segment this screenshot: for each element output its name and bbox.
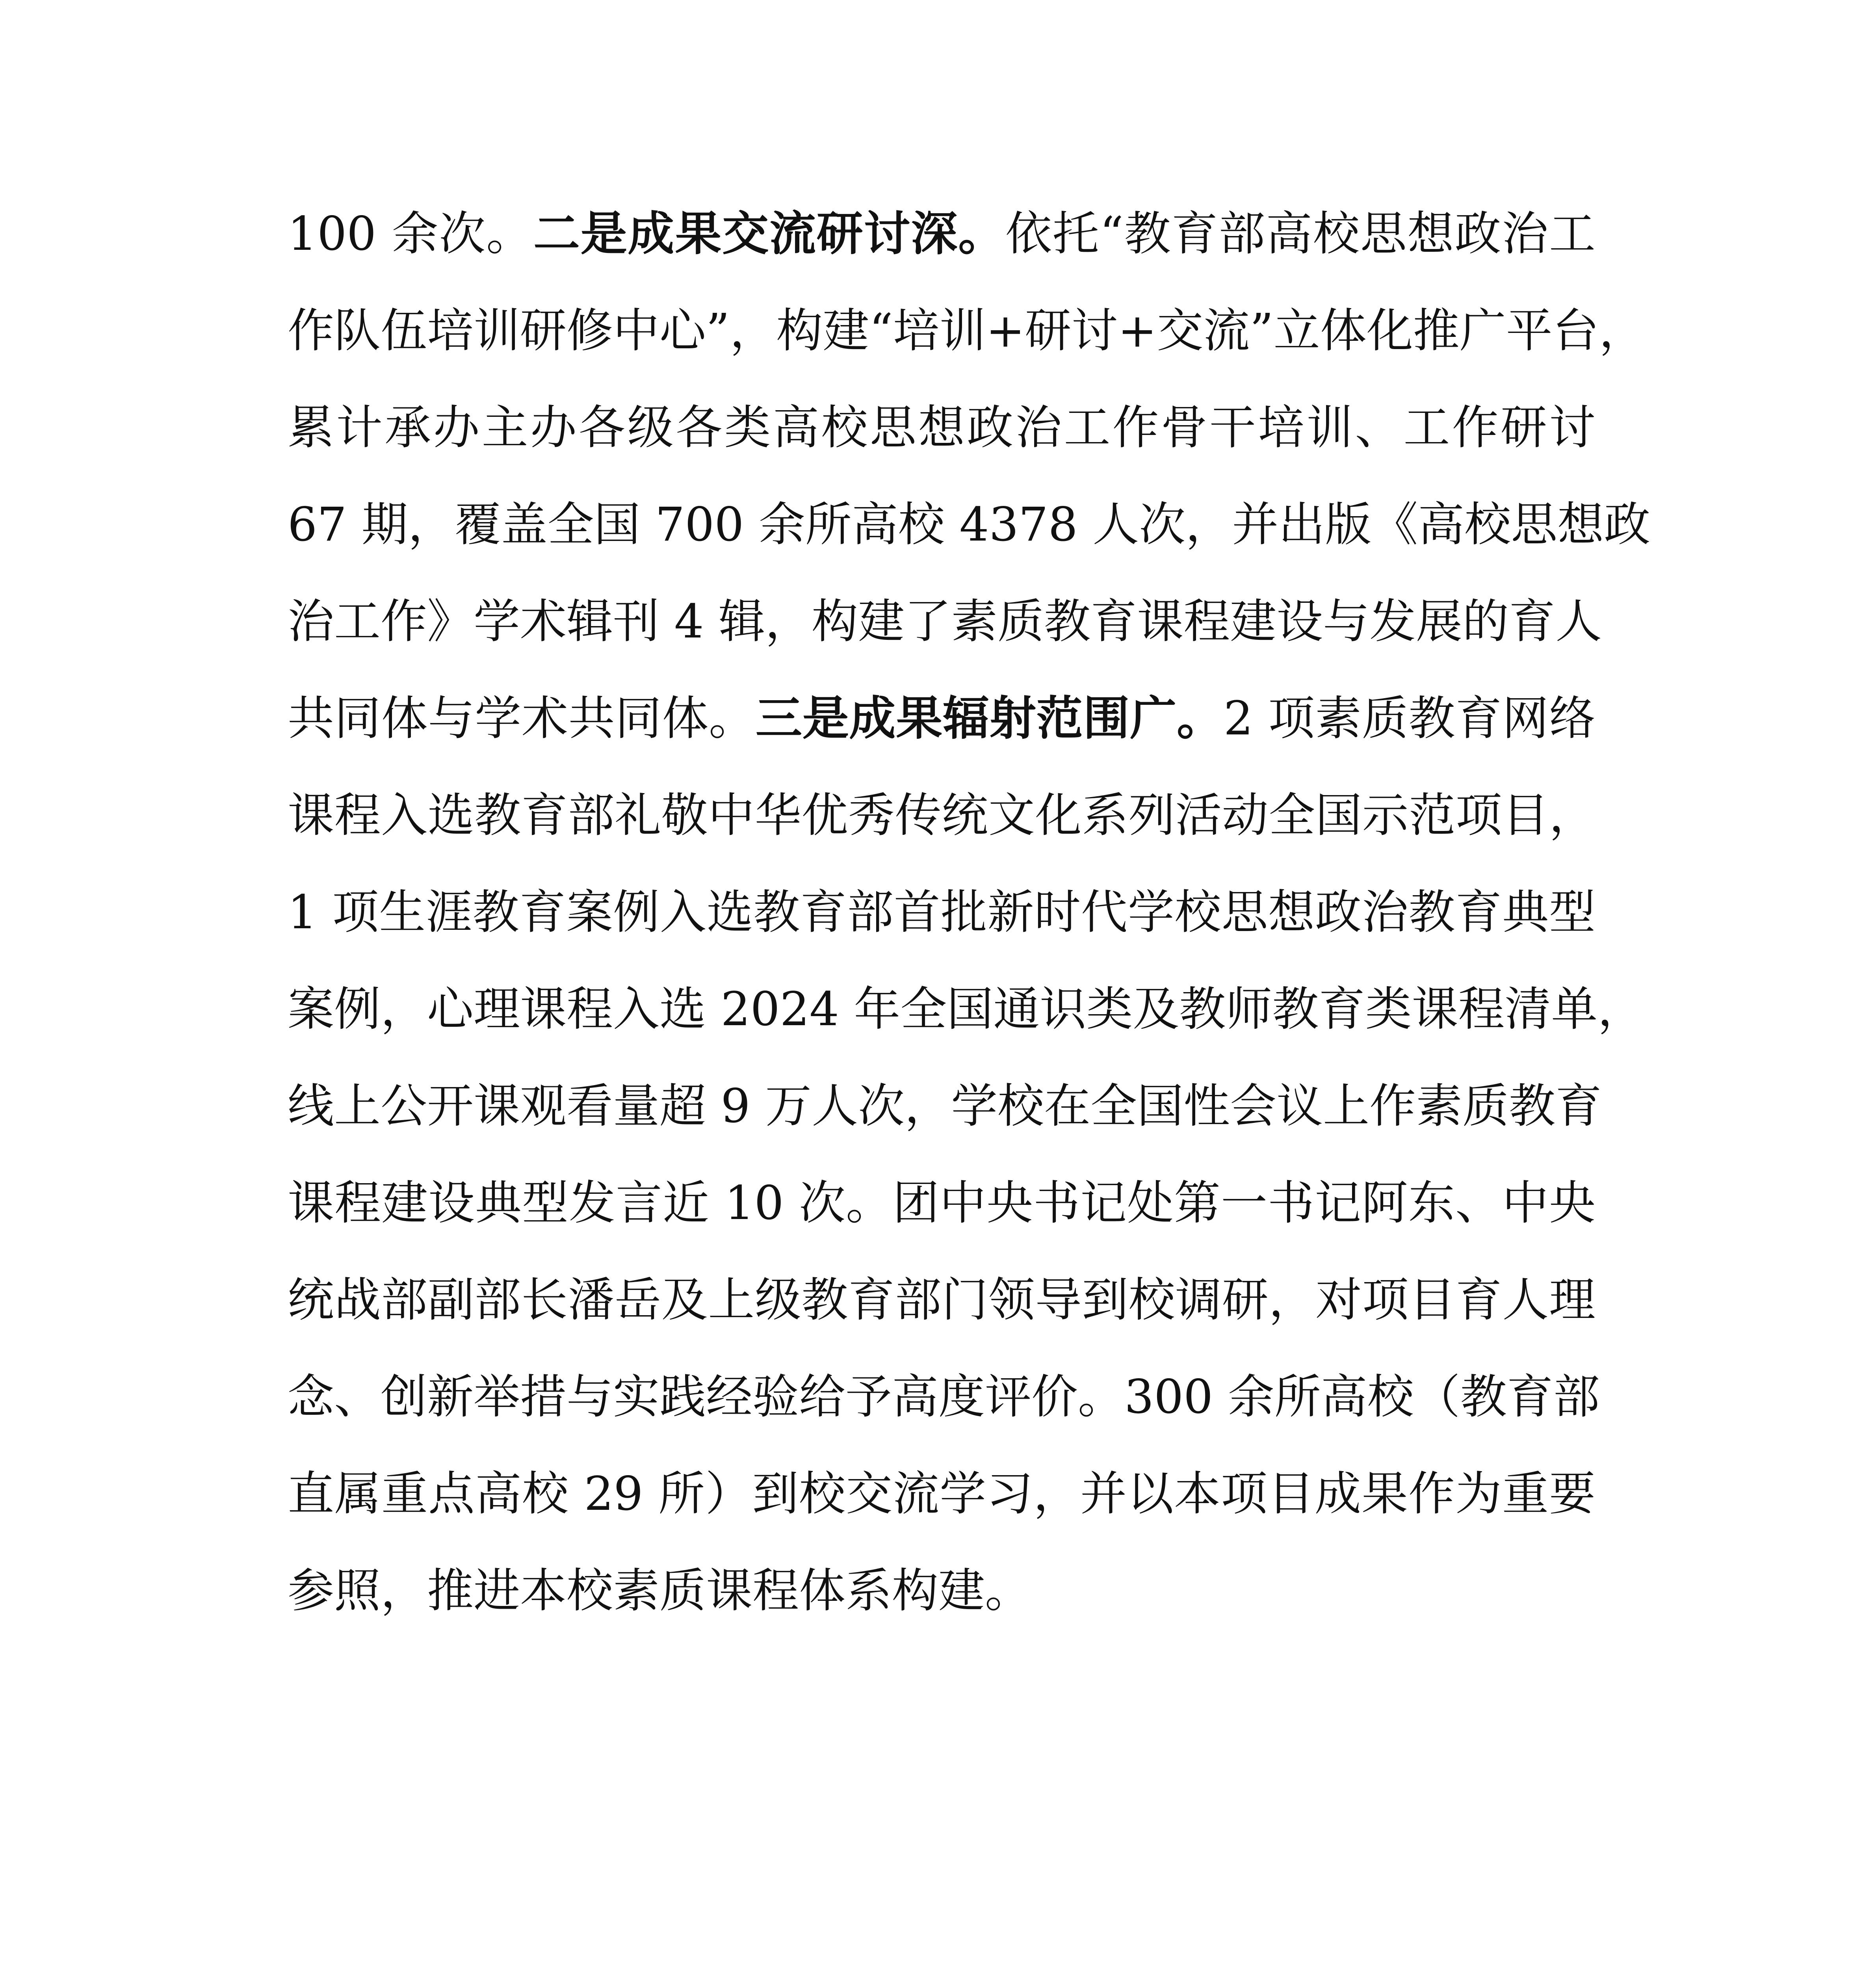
text-run: 课程入选教育部礼敬中华优秀传统文化系列活动全国示范项目， (288, 788, 1596, 842)
text-line (288, 476, 1651, 573)
text-line (288, 1251, 1596, 1348)
text-line (288, 864, 1596, 961)
text-run: 累计承办主办各级各类高校思想政治工作骨干培训、工作研讨 (288, 400, 1596, 455)
text-line (288, 1154, 1596, 1251)
text-run: 2 项素质教育网络 (1223, 691, 1596, 745)
text-line (288, 1542, 1596, 1639)
text-run: 作队伍培训研修中心”，构建“培训+研讨+交流”立体化推广平台， (288, 303, 1646, 358)
text-run: 治工作》学术辑刊 4 辑，构建了素质教育课程建设与发展的育人 (288, 594, 1602, 649)
text-line (288, 1057, 1602, 1154)
text-line (288, 961, 1644, 1057)
text-line (288, 1348, 1600, 1445)
text-run: 依托“教育部高校思想政治工 (1005, 206, 1596, 261)
text-run: 统战部副部长潘岳及上级教育部门领导到校调研，对项目育人理 (288, 1273, 1596, 1327)
text-run: 67 期，覆盖全国 700 余所高校 4378 人次，并出版《高校思想政 (288, 497, 1651, 552)
text-line (288, 573, 1602, 670)
text-run: 直属重点高校 29 所）到校交流学习，并以本项目成果作为重要 (288, 1466, 1596, 1521)
bold-heading-run: 二是成果交流研讨深。 (533, 206, 1005, 261)
text-line (288, 185, 1596, 282)
text-run: 课程建设典型发言近 10 次。团中央书记处第一书记阿东、中央 (288, 1176, 1596, 1230)
bold-heading-run: 三是成果辐射范围广。 (755, 691, 1224, 745)
text-run: 共同体与学术共同体。 (288, 691, 756, 745)
text-run: 案例，心理课程入选 2024 年全国通识类及教师教育类课程清单， (288, 982, 1644, 1036)
text-line (288, 670, 1596, 767)
body-paragraph (288, 185, 1651, 1639)
text-line (288, 282, 1646, 379)
text-run: 100 余次。 (288, 206, 533, 261)
text-line (288, 767, 1596, 864)
text-run: 参照，推进本校素质课程体系构建。 (288, 1563, 1032, 1618)
text-line (288, 379, 1596, 476)
text-run: 线上公开课观看量超 9 万人次，学校在全国性会议上作素质教育 (288, 1079, 1602, 1133)
text-run: 1 项生涯教育案例入选教育部首批新时代学校思想政治教育典型 (288, 885, 1596, 939)
text-line (288, 1445, 1596, 1542)
text-run: 念、创新举措与实践经验给予高度评价。300 余所高校（教育部 (288, 1370, 1600, 1424)
